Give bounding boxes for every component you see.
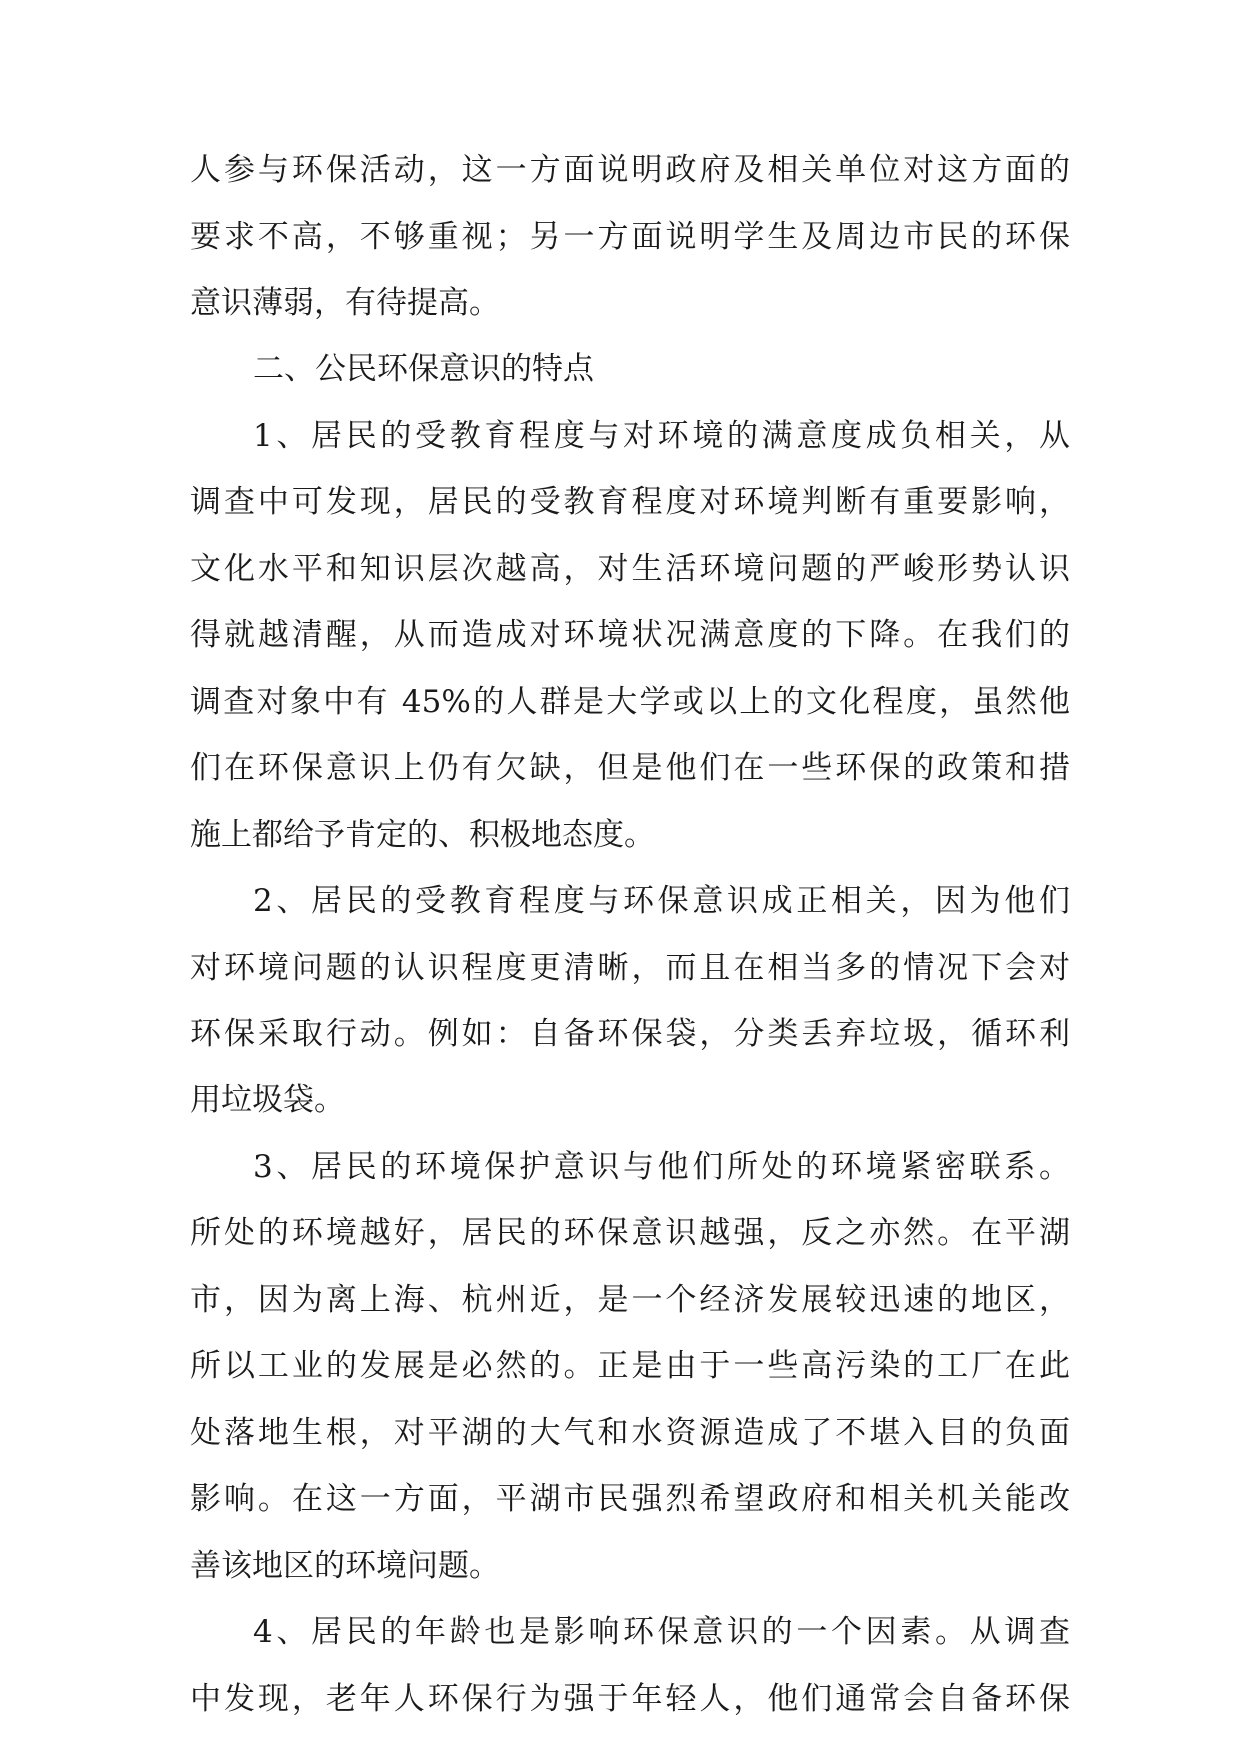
text-line: 处落地生根，对平湖的大气和水资源造成了不堪入目的负面 bbox=[190, 1415, 1070, 1451]
text-line: 所处的环境越好，居民的环保意识越强，反之亦然。在平湖 bbox=[190, 1215, 1070, 1251]
text-line: 2、居民的受教育程度与环保意识成正相关，因为他们 bbox=[253, 883, 1070, 919]
text-line: 所以工业的发展是必然的。正是由于一些高污染的工厂在此 bbox=[190, 1348, 1070, 1384]
text-line: 得就越清醒，从而造成对环境状况满意度的下降。在我们的 bbox=[190, 617, 1070, 653]
text-line: 4、居民的年龄也是影响环保意识的一个因素。从调查 bbox=[253, 1614, 1070, 1650]
text-line: 文化水平和知识层次越高，对生活环境问题的严峻形势认识 bbox=[190, 551, 1070, 587]
text-line: 1、居民的受教育程度与对环境的满意度成负相关，从 bbox=[253, 418, 1070, 454]
text-line: 调查中可发现，居民的受教育程度对环境判断有重要影响， bbox=[190, 484, 1070, 520]
text-line: 调查对象中有 45%的人群是大学或以上的文化程度，虽然他 bbox=[190, 684, 1070, 720]
text-line: 市，因为离上海、杭州近，是一个经济发展较迅速的地区， bbox=[190, 1282, 1070, 1318]
text-line: 人参与环保活动，这一方面说明政府及相关单位对这方面的 bbox=[190, 152, 1070, 188]
text-line: 意识薄弱，有待提高。 bbox=[190, 285, 500, 321]
text-line: 环保采取行动。例如：自备环保袋，分类丢弃垃圾，循环利 bbox=[190, 1016, 1070, 1052]
text-line: 中发现，老年人环保行为强于年轻人，他们通常会自备环保 bbox=[190, 1681, 1070, 1717]
section-heading: 二、公民环保意识的特点 bbox=[253, 351, 594, 387]
text-line: 3、居民的环境保护意识与他们所处的环境紧密联系。 bbox=[253, 1149, 1070, 1185]
text-line: 施上都给予肯定的、积极地态度。 bbox=[190, 817, 655, 853]
text-line: 对环境问题的认识程度更清晰，而且在相当多的情况下会对 bbox=[190, 950, 1070, 986]
text-line: 影响。在这一方面，平湖市民强烈希望政府和相关机关能改 bbox=[190, 1481, 1070, 1517]
text-line: 们在环保意识上仍有欠缺，但是他们在一些环保的政策和措 bbox=[190, 750, 1070, 786]
text-line: 用垃圾袋。 bbox=[190, 1082, 345, 1118]
text-line: 要求不高，不够重视；另一方面说明学生及周边市民的环保 bbox=[190, 219, 1070, 255]
text-line: 善该地区的环境问题。 bbox=[190, 1548, 500, 1584]
